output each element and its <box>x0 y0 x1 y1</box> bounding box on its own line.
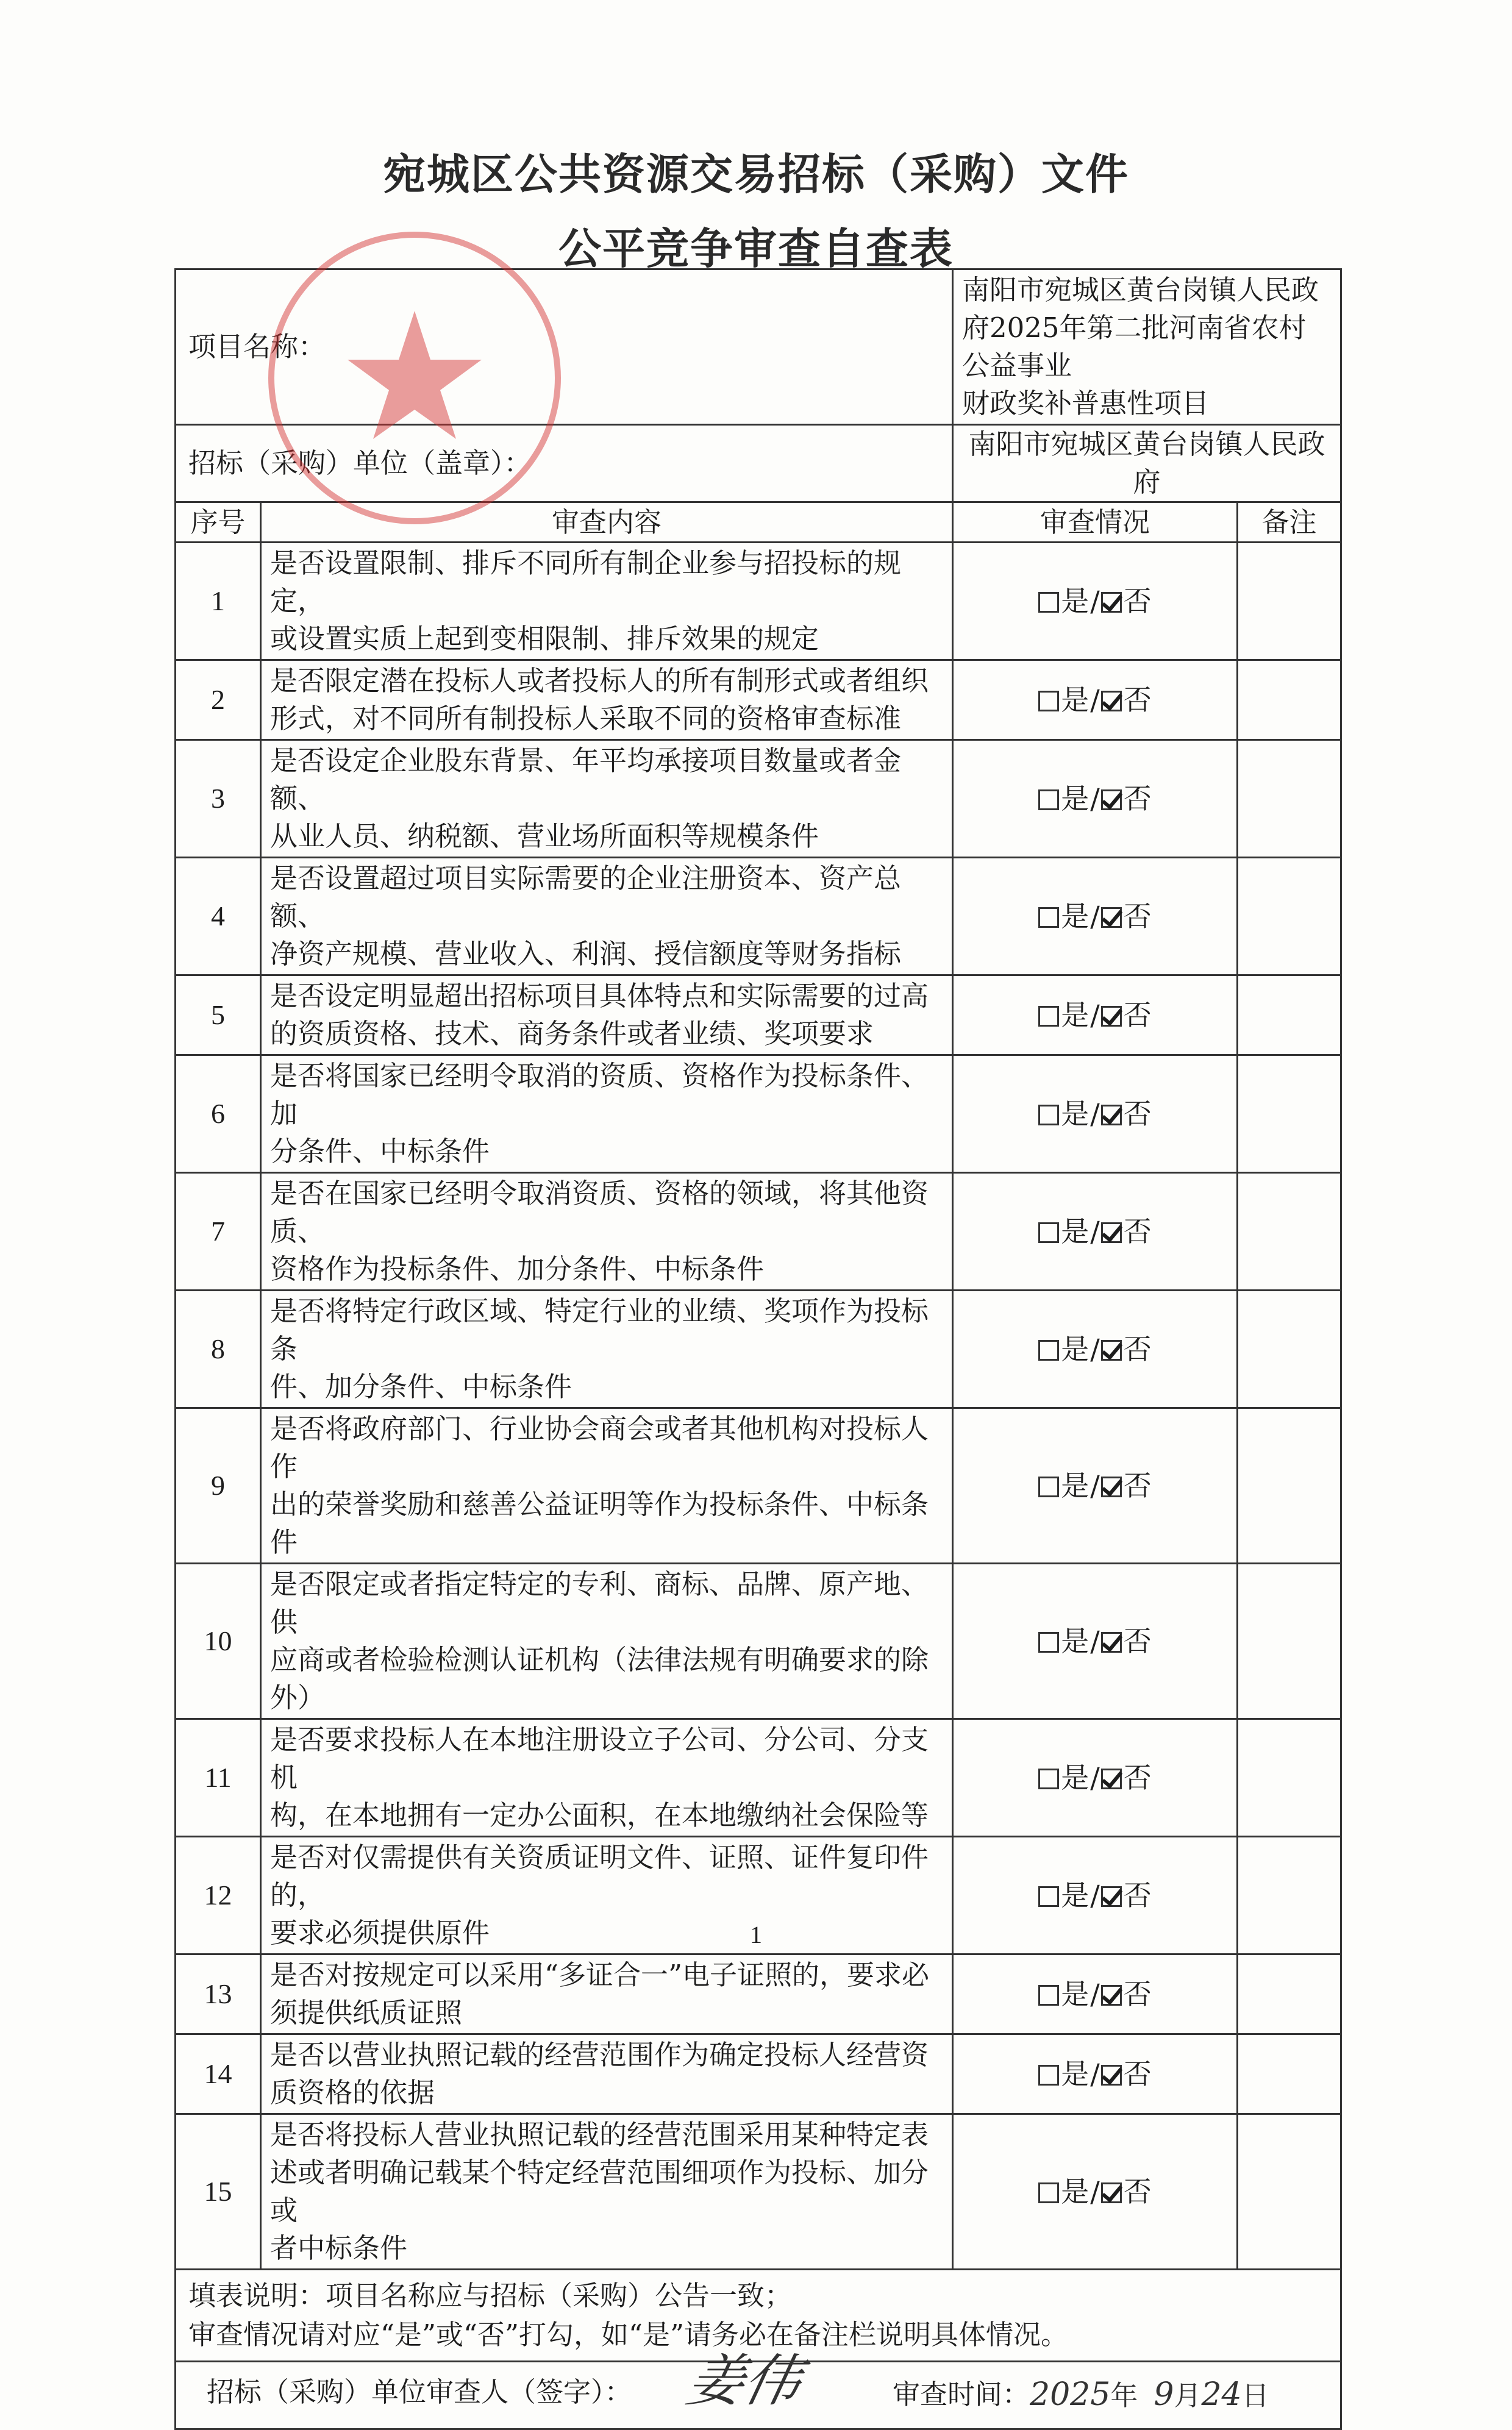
status-separator: / <box>1090 683 1100 716</box>
table-row <box>176 2114 1341 2270</box>
row-status <box>953 1719 1238 1837</box>
no-checkbox[interactable] <box>1101 592 1122 613</box>
row-content <box>261 660 953 740</box>
no-label: 否 <box>1123 683 1152 716</box>
table-header-row <box>176 502 1341 543</box>
row-seq: 6 <box>176 1055 261 1173</box>
day-unit: 日 <box>1241 2379 1269 2412</box>
row-content <box>261 1291 953 1408</box>
no-label: 否 <box>1123 2175 1152 2208</box>
yes-checkbox[interactable] <box>1038 1105 1059 1125</box>
row-content-line: 是否设置超过项目实际需要的企业注册资本、资产总额、 <box>270 862 902 932</box>
yes-checkbox[interactable] <box>1038 907 1059 928</box>
row-content-line: 资格作为投标条件、加分条件、中标条件 <box>270 1253 765 1285</box>
row-status <box>953 975 1238 1055</box>
table-row <box>176 1408 1341 1564</box>
review-date-label: 审查时间： <box>893 2378 1030 2410</box>
yes-label: 是 <box>1061 585 1089 618</box>
review-date-day: 24 <box>1201 2376 1242 2413</box>
row-seq: 9 <box>176 1408 261 1564</box>
unit-value: 南阳市宛城区黄台岗镇人民政府 <box>968 428 1325 498</box>
yes-checkbox[interactable] <box>1038 1006 1059 1027</box>
no-checkbox[interactable] <box>1101 1105 1122 1125</box>
row-seq: 1 <box>176 543 261 660</box>
row-status <box>953 2114 1238 2270</box>
row-content-line: 分条件、中标条件 <box>270 1135 490 1167</box>
row-content <box>261 2114 953 2270</box>
no-label: 否 <box>1123 1761 1152 1794</box>
header-content: 审查内容 <box>261 502 953 543</box>
notes-cell <box>176 2270 1341 2362</box>
row-content-line: 是否将投标人营业执照记载的经营范围采用某种特定表 <box>270 2118 929 2151</box>
row-status <box>953 543 1238 660</box>
row-remark[interactable] <box>1238 660 1341 740</box>
note-line-1: 填表说明：项目名称应与招标（采购）公告一致； <box>188 2279 793 2312</box>
no-checkbox[interactable] <box>1101 1985 1122 2006</box>
status-separator: / <box>1090 2175 1100 2208</box>
status-separator: / <box>1090 1879 1100 1912</box>
no-label: 否 <box>1123 1469 1152 1502</box>
yes-label: 是 <box>1061 900 1089 933</box>
status-separator: / <box>1090 585 1100 618</box>
row-content-line: 是否在国家已经明令取消资质、资格的领域，将其他资质、 <box>270 1177 929 1247</box>
row-content-line: 是否限定潜在投标人或者投标人的所有制形式或者组织 <box>270 665 929 697</box>
yes-checkbox[interactable] <box>1038 2182 1059 2203</box>
yes-label: 是 <box>1061 1879 1089 1912</box>
review-date-year: 2025 <box>1030 2376 1111 2413</box>
row-content-line: 是否对仅需提供有关资质证明文件、证照、证件复印件的， <box>270 1841 929 1911</box>
status-separator: / <box>1090 900 1100 933</box>
status-separator: / <box>1090 999 1100 1032</box>
table-row <box>176 1291 1341 1408</box>
row-content <box>261 858 953 975</box>
no-checkbox[interactable] <box>1101 907 1122 928</box>
project-name-value-cell <box>953 269 1341 425</box>
row-status <box>953 1408 1238 1564</box>
signature-cell <box>176 2348 1341 2429</box>
row-content <box>261 1055 953 1173</box>
yes-checkbox[interactable] <box>1038 1340 1059 1361</box>
row-seq: 12 <box>176 1837 261 1954</box>
yes-checkbox[interactable] <box>1038 1632 1059 1653</box>
table-row <box>176 858 1341 975</box>
no-checkbox[interactable] <box>1101 1886 1122 1907</box>
reviewer-label: 招标（采购）单位审查人（签字）： <box>207 2376 632 2408</box>
row-seq: 2 <box>176 660 261 740</box>
notes-row <box>176 2270 1341 2362</box>
row-remark[interactable] <box>1238 543 1341 660</box>
project-name-line-1: 南阳市宛城区黄台岗镇人民政府2025年第二批河南省农村公益事业 <box>962 274 1319 382</box>
project-name-label-cell <box>176 269 953 425</box>
row-status <box>953 858 1238 975</box>
no-checkbox[interactable] <box>1101 1477 1122 1497</box>
row-content-line: 的资质资格、技术、商务条件或者业绩、奖项要求 <box>270 1017 874 1050</box>
document-subtitle: 公平竞争审查自查表 <box>558 224 954 274</box>
row-status <box>953 1954 1238 2034</box>
no-label: 否 <box>1123 1625 1152 1658</box>
no-label: 否 <box>1123 782 1152 815</box>
row-seq: 4 <box>176 858 261 975</box>
status-separator: / <box>1090 1215 1100 1248</box>
row-content-line: 要求必须提供原件 <box>270 1917 490 1949</box>
row-content <box>261 1564 953 1719</box>
row-status <box>953 1173 1238 1291</box>
no-checkbox[interactable] <box>1101 1769 1122 1789</box>
header-status: 审查情况 <box>953 502 1238 543</box>
row-seq: 14 <box>176 2034 261 2114</box>
status-separator: / <box>1090 1097 1100 1130</box>
yes-label: 是 <box>1061 2175 1089 2208</box>
row-content-line: 是否将政府部门、行业协会商会或者其他机构对投标人作 <box>270 1413 929 1483</box>
row-content-line: 者中标条件 <box>270 2232 408 2264</box>
no-checkbox[interactable] <box>1101 1222 1122 1243</box>
row-remark[interactable] <box>1238 1408 1341 1564</box>
row-content <box>261 740 953 858</box>
yes-label: 是 <box>1061 1761 1089 1794</box>
row-content-line: 件、加分条件、中标条件 <box>270 1370 572 1403</box>
row-remark[interactable] <box>1238 2034 1341 2114</box>
header-seq: 序号 <box>176 502 261 543</box>
row-remark[interactable] <box>1238 1291 1341 1408</box>
row-content-line: 是否将国家已经明令取消的资质、资格作为投标条件、加 <box>270 1060 929 1130</box>
yes-checkbox[interactable] <box>1038 1222 1059 1243</box>
yes-label: 是 <box>1061 999 1089 1032</box>
row-status <box>953 1564 1238 1719</box>
unit-value-cell <box>953 425 1341 502</box>
status-separator: / <box>1090 1625 1100 1658</box>
yes-checkbox[interactable] <box>1038 1769 1059 1789</box>
signature-row <box>176 2362 1341 2429</box>
no-checkbox[interactable] <box>1101 1632 1122 1653</box>
no-checkbox[interactable] <box>1101 1340 1122 1361</box>
row-content <box>261 543 953 660</box>
row-content-line: 从业人员、纳税额、营业场所面积等规模条件 <box>270 820 819 852</box>
row-content-line: 是否设置限制、排斥不同所有制企业参与招投标的规定， <box>270 547 902 617</box>
table-row <box>176 543 1341 660</box>
yes-label: 是 <box>1061 1215 1089 1248</box>
row-remark[interactable] <box>1238 740 1341 858</box>
yes-checkbox[interactable] <box>1038 789 1059 810</box>
row-content-line: 质资格的依据 <box>270 2076 435 2109</box>
row-content-line: 述或者明确记载某个特定经营范围细项作为投标、加分或 <box>270 2156 929 2226</box>
row-remark[interactable] <box>1238 1055 1341 1173</box>
row-status <box>953 1291 1238 1408</box>
year-unit: 年 <box>1110 2379 1138 2412</box>
table-row <box>176 660 1341 740</box>
yes-label: 是 <box>1061 1978 1089 2011</box>
row-remark[interactable] <box>1238 1719 1341 1837</box>
status-separator: / <box>1090 782 1100 815</box>
row-content <box>261 1719 953 1837</box>
row-remark[interactable] <box>1238 858 1341 975</box>
yes-label: 是 <box>1061 683 1089 716</box>
table-row <box>176 1954 1341 2034</box>
yes-label: 是 <box>1061 1333 1089 1366</box>
row-content <box>261 975 953 1055</box>
row-content-line: 或设置实质上起到变相限制、排斥效果的规定 <box>270 622 819 655</box>
yes-checkbox[interactable] <box>1038 1886 1059 1907</box>
row-content-line: 是否要求投标人在本地注册设立子公司、分公司、分支机 <box>270 1723 929 1794</box>
no-label: 否 <box>1123 900 1152 933</box>
unit-label-cell <box>176 425 953 502</box>
no-checkbox[interactable] <box>1101 789 1122 810</box>
row-content <box>261 1408 953 1564</box>
project-name-row <box>176 269 1341 425</box>
row-content-line: 是否以营业执照记载的经营范围作为确定投标人经营资 <box>270 2039 929 2071</box>
row-content-line: 应商或者检验检测认证机构（法律法规有明确要求的除 <box>270 1644 929 1676</box>
table-row <box>176 2034 1341 2114</box>
row-content-line: 是否设定企业股东背景、年平均承接项目数量或者金额、 <box>270 744 902 814</box>
yes-checkbox[interactable] <box>1038 1477 1059 1497</box>
yes-checkbox[interactable] <box>1038 1985 1059 2006</box>
unit-row <box>176 425 1341 502</box>
row-remark[interactable] <box>1238 1173 1341 1291</box>
row-remark[interactable] <box>1238 1954 1341 2034</box>
no-checkbox[interactable] <box>1101 691 1122 711</box>
row-remark[interactable] <box>1238 1564 1341 1719</box>
row-status <box>953 1055 1238 1173</box>
document-title: 宛城区公共资源交易招标（采购）文件 <box>383 149 1129 199</box>
table-row <box>176 975 1341 1055</box>
no-label: 否 <box>1123 1879 1152 1912</box>
row-content-line: 是否对按规定可以采用“多证合一”电子证照的，要求必 <box>270 1959 930 1991</box>
status-separator: / <box>1090 1333 1100 1366</box>
row-content <box>261 1954 953 2034</box>
yes-label: 是 <box>1061 2058 1089 2090</box>
status-separator: / <box>1090 1978 1100 2011</box>
month-unit: 月 <box>1174 2379 1202 2412</box>
status-separator: / <box>1090 2058 1100 2090</box>
review-date-month: 9 <box>1154 2376 1174 2413</box>
row-content-line: 形式，对不同所有制投标人采取不同的资格审查标准 <box>270 702 902 735</box>
no-label: 否 <box>1123 1215 1152 1248</box>
yes-checkbox[interactable] <box>1038 2065 1059 2086</box>
project-name-label: 项目名称： <box>188 330 326 363</box>
page-number: 1 <box>750 1921 762 1948</box>
no-label: 否 <box>1123 1978 1152 2011</box>
no-checkbox[interactable] <box>1101 2065 1122 2086</box>
yes-checkbox[interactable] <box>1038 592 1059 613</box>
table-row <box>176 1173 1341 1291</box>
row-seq: 11 <box>176 1719 261 1837</box>
row-content-line: 构，在本地拥有一定办公面积，在本地缴纳社会保险等 <box>270 1799 929 1831</box>
row-remark[interactable] <box>1238 975 1341 1055</box>
no-label: 否 <box>1123 1097 1152 1130</box>
row-seq: 7 <box>176 1173 261 1291</box>
row-content <box>261 2034 953 2114</box>
row-content <box>261 1173 953 1291</box>
row-content-line: 外） <box>270 1681 326 1714</box>
table-row <box>176 740 1341 858</box>
note-line-2: 审查情况请对应“是”或“否”打勾，如“是”请务必在备注栏说明具体情况。 <box>188 2318 1069 2351</box>
row-seq: 13 <box>176 1954 261 2034</box>
row-content-line: 净资产规模、营业收入、利润、授信额度等财务指标 <box>270 938 902 970</box>
review-date <box>1030 2376 1269 2415</box>
status-separator: / <box>1090 1761 1100 1794</box>
row-content-line: 出的荣誉奖励和慈善公益证明等作为投标条件、中标条件 <box>270 1488 929 1558</box>
row-seq: 15 <box>176 2114 261 2270</box>
no-label: 否 <box>1123 1333 1152 1366</box>
table-row <box>176 1719 1341 1837</box>
row-seq: 5 <box>176 975 261 1055</box>
unit-label: 招标（采购）单位（盖章）： <box>188 447 532 479</box>
row-content-line: 须提供纸质证照 <box>270 1997 463 2029</box>
row-status <box>953 740 1238 858</box>
no-checkbox[interactable] <box>1101 1006 1122 1027</box>
project-name-line-2: 财政奖补普惠性项目 <box>962 387 1210 419</box>
reviewer-signature: 姜伟 <box>681 2348 808 2414</box>
yes-label: 是 <box>1061 1097 1089 1130</box>
yes-checkbox[interactable] <box>1038 691 1059 711</box>
row-content-line: 是否限定或者指定特定的专利、商标、品牌、原产地、供 <box>270 1568 929 1638</box>
no-label: 否 <box>1123 585 1152 618</box>
no-label: 否 <box>1123 2058 1152 2090</box>
row-content-line: 是否设定明显超出招标项目具体特点和实际需要的过高 <box>270 980 929 1012</box>
status-separator: / <box>1090 1469 1100 1502</box>
header-remark: 备注 <box>1238 502 1341 543</box>
table-row <box>176 1564 1341 1719</box>
row-seq: 10 <box>176 1564 261 1719</box>
row-remark[interactable] <box>1238 2114 1341 2270</box>
no-label: 否 <box>1123 999 1152 1032</box>
row-status <box>953 2034 1238 2114</box>
row-seq: 3 <box>176 740 261 858</box>
table-row <box>176 1055 1341 1173</box>
row-seq: 8 <box>176 1291 261 1408</box>
row-content-line: 是否将特定行政区域、特定行业的业绩、奖项作为投标条 <box>270 1295 929 1365</box>
yes-label: 是 <box>1061 782 1089 815</box>
review-table <box>174 268 1342 2430</box>
no-checkbox[interactable] <box>1101 2182 1122 2203</box>
row-status <box>953 660 1238 740</box>
yes-label: 是 <box>1061 1469 1089 1502</box>
yes-label: 是 <box>1061 1625 1089 1658</box>
